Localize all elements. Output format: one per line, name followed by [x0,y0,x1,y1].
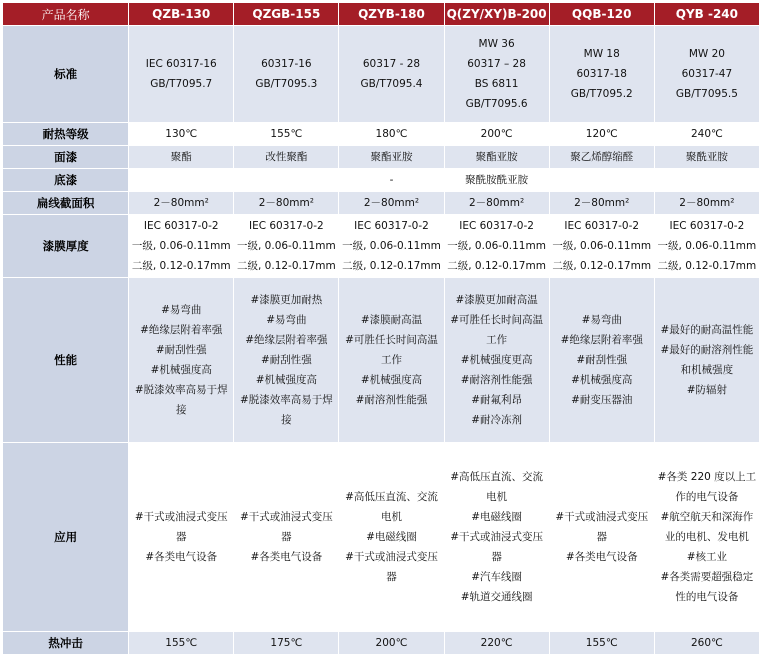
row-label-basecoat: 底漆 [3,169,128,191]
cell-application-col1 [129,443,233,631]
cell-line: #漆膜耐高温 [360,314,423,326]
cell-line: #机械强度更高 [460,354,533,366]
row-label-standard: 标准 [3,26,128,122]
cell-line: #脱漆效率高易于焊接 [134,384,228,416]
row-label-film-thickness: 漆膜厚度 [3,215,128,277]
cell-line: GB/T7095.4 [360,78,423,90]
cell-line: 一级, 0.06-0.11mm [131,240,231,252]
cell-line: #干式或油浸式变压器 [555,511,649,543]
cell-cross-section-col6 [655,192,759,214]
cell-line: IEC 60317-0-2 [564,220,640,232]
cell-line: 180℃ [375,128,408,140]
cell-line: #耐溶剂性能强 [460,374,533,386]
cell-basecoat-col6 [655,169,759,191]
cell-thermal-shock-col2 [234,632,338,654]
cell-line: 2－80mm² [363,197,420,209]
cell-line: #易弯曲 [581,314,622,326]
cell-line: #各类电气设备 [565,551,638,563]
cell-cross-section-col2 [234,192,338,214]
cell-line: GB/T7095.7 [150,78,213,90]
cell-line: #电磁线圈 [366,531,417,543]
product-spec-table [2,2,760,655]
cell-line: MW 20 [688,48,725,60]
cell-cross-section-col4 [445,192,549,214]
cell-film-thickness-col5 [550,215,654,277]
cell-line: 聚酰亚胺 [685,151,728,163]
cell-line: #干式或油浸式变压器 [134,511,228,543]
cell-line: #轨道交通线圈 [460,591,533,603]
row-heat-class [3,123,759,145]
cell-line: - [389,174,394,186]
cell-line: #绝缘层附着率强 [140,324,223,336]
cell-line: #防辐射 [686,384,728,396]
cell-line: #机械强度高 [571,374,633,386]
cell-line: 一级, 0.06-0.11mm [657,240,757,252]
header-model-3: QZYB-180 [339,3,443,25]
cell-line: 120℃ [585,128,618,140]
cell-line: #高低压直流、交流电机 [345,491,438,523]
cell-line: 2－80mm² [679,197,735,209]
cell-line: 二级, 0.12-0.17mm [552,260,652,272]
cell-line: #干式或油浸式变压器 [239,511,333,543]
cell-line: 二级, 0.12-0.17mm [447,260,546,272]
header-model-2: QZGB-155 [234,3,338,25]
row-label-application: 应用 [3,443,128,631]
cell-line: #耐溶剂性能强 [355,394,428,406]
cell-line: #各类 220 度以上工作的电气设备 [657,471,757,503]
cell-line: 200℃ [375,637,408,649]
header-model-4: Q(ZY/XY)B-200 [445,3,549,25]
cell-heat-class-col3 [339,123,443,145]
cell-performance-col5 [550,278,654,442]
cell-line: 2－80mm² [153,197,209,209]
header-model-5: QQB-120 [550,3,654,25]
cell-line: #可胜任长时间高温工作 [345,334,438,366]
row-label-heat-class: 耐热等级 [3,123,128,145]
cell-line: #核工业 [686,551,728,563]
cell-thermal-shock-col4 [445,632,549,654]
cell-cross-section-col3 [339,192,443,214]
cell-topcoat-col6 [655,146,759,168]
row-label-cross-section: 扁线截面积 [3,192,128,214]
cell-line: 二级, 0.12-0.17mm [657,260,757,272]
cell-line: #各类需要超强稳定性的电气设备 [660,571,754,603]
cell-line: 60317-18 [576,68,627,80]
cell-line: #最好的耐溶剂性能和机械强度 [660,344,754,376]
cell-application-col5 [550,443,654,631]
cell-line: 175℃ [270,637,303,649]
cell-line: IEC 60317-0-2 [459,220,534,232]
cell-thermal-shock-col3 [339,632,443,654]
row-label-performance: 性能 [3,278,128,442]
cell-line: 一级, 0.06-0.11mm [552,240,652,252]
cell-topcoat-col1 [129,146,233,168]
row-film-thickness [3,215,759,277]
cell-line: 改性聚酯 [265,151,308,163]
cell-line: BS 6811 [474,78,519,90]
row-performance [3,278,759,442]
cell-standard-col3 [339,26,443,122]
cell-line: #漆膜更加耐高温 [455,294,538,306]
cell-application-col2 [234,443,338,631]
cell-line: #耐氟利昂 [471,394,522,406]
cell-line: 二级, 0.12-0.17mm [342,260,441,272]
cell-line: #耐刮性强 [260,354,312,366]
cell-topcoat-col5 [550,146,654,168]
cell-topcoat-col3 [339,146,443,168]
cell-performance-col4 [445,278,549,442]
header-model-6: QYB -240 [655,3,759,25]
cell-line: #易弯曲 [266,314,307,326]
header-row [3,3,759,25]
cell-line: #电磁线圈 [471,511,522,523]
cell-line: 聚酰胺酰亚胺 [465,174,529,186]
row-standard [3,26,759,122]
cell-line: 200℃ [480,128,513,140]
cell-performance-col3 [339,278,443,442]
cell-line: #航空航天和深海作业的电机、发电机 [660,511,754,543]
cell-line: #耐刮性强 [576,354,628,366]
row-label-thermal-shock: 热冲击 [3,632,128,654]
cell-line: GB/T7095.5 [675,88,738,100]
cell-line: GB/T7095.3 [255,78,318,90]
cell-line: 240℃ [690,128,723,140]
cell-line: 一级, 0.06-0.11mm [237,240,336,252]
cell-line: #高低压直流、交流电机 [450,471,543,503]
cell-performance-col1 [129,278,233,442]
cell-line: #脱漆效率高易于焊接 [239,394,333,426]
cell-heat-class-col5 [550,123,654,145]
cell-standard-col6 [655,26,759,122]
cell-line: #绝缘层附着率强 [560,334,643,346]
cell-line: #机械强度高 [360,374,423,386]
cell-standard-col2 [234,26,338,122]
cell-line: #可胜任长时间高温工作 [450,314,543,346]
cell-line: #易弯曲 [161,304,202,316]
cell-standard-col4 [445,26,549,122]
header-product-name: 产品名称 [3,3,128,25]
cell-line: GB/T7095.6 [465,98,528,110]
cell-line: #最好的耐高温性能 [660,324,754,336]
cell-topcoat-col4 [445,146,549,168]
cell-line: #耐变压器油 [571,394,633,406]
cell-film-thickness-col6 [655,215,759,277]
cell-application-col6 [655,443,759,631]
cell-line: #耐刮性强 [155,344,207,356]
cell-line: IEC 60317-16 [145,58,217,70]
cell-basecoat-col5 [550,169,654,191]
cell-line: #漆膜更加耐热 [250,294,323,306]
cell-standard-col1 [129,26,233,122]
cell-application-col3 [339,443,443,631]
cell-film-thickness-col4 [445,215,549,277]
cell-line: 二级, 0.12-0.17mm [131,260,231,272]
cell-film-thickness-col2 [234,215,338,277]
row-label-topcoat: 面漆 [3,146,128,168]
cell-line: 155℃ [165,637,198,649]
cell-performance-col2 [234,278,338,442]
cell-line: 2－80mm² [574,197,630,209]
cell-line: #各类电气设备 [145,551,218,563]
cell-line: #汽车线圈 [471,571,522,583]
cell-line: 60317-16 [261,58,312,70]
cell-line: IEC 60317-0-2 [354,220,429,232]
cell-line: IEC 60317-0-2 [143,220,219,232]
cell-line: #干式或油浸式变压器 [345,551,438,583]
cell-line: 聚乙烯醇缩醛 [570,151,634,163]
cell-line: 聚酯亚胺 [475,151,518,163]
row-cross-section [3,192,759,214]
cell-line: 2－80mm² [258,197,314,209]
cell-thermal-shock-col1 [129,632,233,654]
cell-line: 一级, 0.06-0.11mm [342,240,441,252]
cell-standard-col5 [550,26,654,122]
cell-cross-section-col1 [129,192,233,214]
cell-line: 一级, 0.06-0.11mm [447,240,546,252]
cell-basecoat-col4 [445,169,549,191]
cell-line: 聚酯亚胺 [370,151,413,163]
cell-thermal-shock-col5 [550,632,654,654]
cell-line: IEC 60317-0-2 [669,220,745,232]
cell-line: 155℃ [270,128,303,140]
cell-application-col4 [445,443,549,631]
header-model-1: QZB-130 [129,3,233,25]
cell-film-thickness-col3 [339,215,443,277]
cell-line: #各类电气设备 [250,551,323,563]
cell-line: 220℃ [480,637,513,649]
cell-line: MW 18 [583,48,620,60]
cell-line: 二级, 0.12-0.17mm [237,260,336,272]
cell-performance-col6 [655,278,759,442]
cell-line: 60317-47 [681,68,733,80]
cell-heat-class-col2 [234,123,338,145]
cell-line: #耐冷冻剂 [471,414,522,426]
cell-basecoat-col3 [339,169,443,191]
cell-line: 155℃ [585,637,618,649]
cell-line: #绝缘层附着率强 [245,334,328,346]
cell-line: 2－80mm² [468,197,525,209]
row-thermal-shock [3,632,759,654]
cell-thermal-shock-col6 [655,632,759,654]
cell-heat-class-col6 [655,123,759,145]
cell-line: #机械强度高 [255,374,317,386]
cell-heat-class-col1 [129,123,233,145]
cell-basecoat-col1 [129,169,233,191]
row-basecoat [3,169,759,191]
cell-basecoat-col2 [234,169,338,191]
row-application [3,443,759,631]
cell-line: 60317 – 28 [467,58,526,70]
cell-line: #干式或油浸式变压器 [450,531,543,563]
cell-line: 60317 - 28 [362,58,421,70]
cell-heat-class-col4 [445,123,549,145]
cell-topcoat-col2 [234,146,338,168]
cell-line: 聚酯 [170,151,192,163]
cell-film-thickness-col1 [129,215,233,277]
cell-line: 130℃ [165,128,198,140]
cell-line: #机械强度高 [150,364,212,376]
cell-line: GB/T7095.2 [570,88,633,100]
row-topcoat [3,146,759,168]
cell-line: 260℃ [690,637,723,649]
cell-line: IEC 60317-0-2 [248,220,324,232]
cell-cross-section-col5 [550,192,654,214]
cell-line: MW 36 [478,38,515,50]
